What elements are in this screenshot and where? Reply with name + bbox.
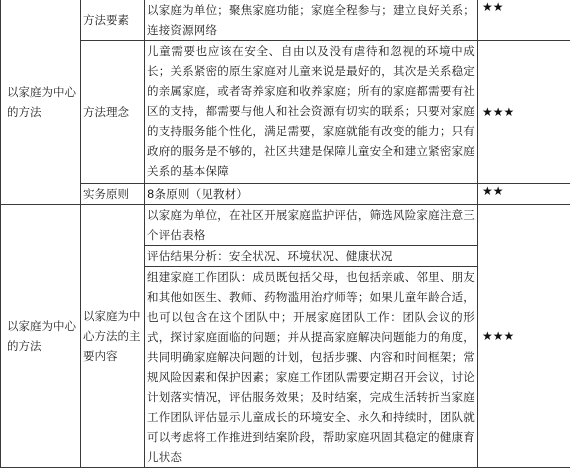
list-item [145, 205, 477, 246]
table-row [1, 0, 570, 41]
row-content: 8条原则（见教材） [145, 184, 478, 205]
table-row [1, 184, 570, 205]
list-item-text: 以家庭为单位，在社区开展家庭监护评估，筛选风险家庭注意三个评估表格 [145, 205, 477, 246]
row-content: 以家庭为单位；聚焦家庭功能；家庭全程参与；建立良好关系；连接资源网络 [145, 0, 478, 41]
importance-rating: ★★★ [478, 205, 570, 468]
table-row [1, 205, 570, 468]
section-label: 以家庭为中心的方法 [1, 0, 81, 205]
list-item-text: 评估结果分析：安全状况、环境状况、健康状况 [145, 246, 477, 267]
list-item-text: 组建家庭工作团队：成员既包括父母，也包括亲戚、邻里、朋友和其他如医生、教师、药物滥用治疗师等；如果儿童年龄合适，也可以包含在这个团队中；开展家庭团队工作：团队会议的形式，探讨家庭面临的问题；并从提高家庭解决问题能力的角度，共同明确家庭解决问题的计划，包括步骤、内容和时间框架；常规风险因素和保护因素；家庭工作团队需要定期召开会议，讨论计划落实情况，评估服务效果；及时结案，完成生活转折当家庭工作团队评估显示儿童成长的环境安全、永久和持续时，团队就可以考虑将工作推进到结案阶段，帮助家庭巩固其稳定的健康育儿状态 [145, 267, 477, 468]
content-list [145, 205, 478, 468]
row-content: 儿童需要也应该在安全、自由以及没有虐待和忽视的环境中成长；关系紧密的原生家庭对儿童来说是最好的，其次是关系稳定的亲属家庭，或者寄养家庭和收养家庭；所有的家庭都需要有社区的支持，都需要与他人和社会资源有切实的联系；只要对家庭的支持服务能个性化，满足需要，家庭就能有改变的能力；只有政府的服务是不够的，社区共建是保障儿童安全和建立紧密家庭关系的基本保障 [145, 41, 478, 184]
table-row [1, 41, 570, 184]
section-label: 以家庭为中心的方法 [1, 205, 81, 468]
importance-rating: ★★ [478, 184, 570, 205]
row-heading: 方法理念 [81, 41, 145, 184]
row-heading: 方法要素 [81, 0, 145, 41]
importance-rating: ★★★ [478, 41, 570, 184]
row-heading: 实务原则 [81, 184, 145, 205]
row-heading: 以家庭为中心方法的主要内容 [81, 205, 145, 468]
importance-rating: ★★ [478, 0, 570, 41]
list-item [145, 246, 477, 267]
content-subtable [145, 205, 477, 467]
